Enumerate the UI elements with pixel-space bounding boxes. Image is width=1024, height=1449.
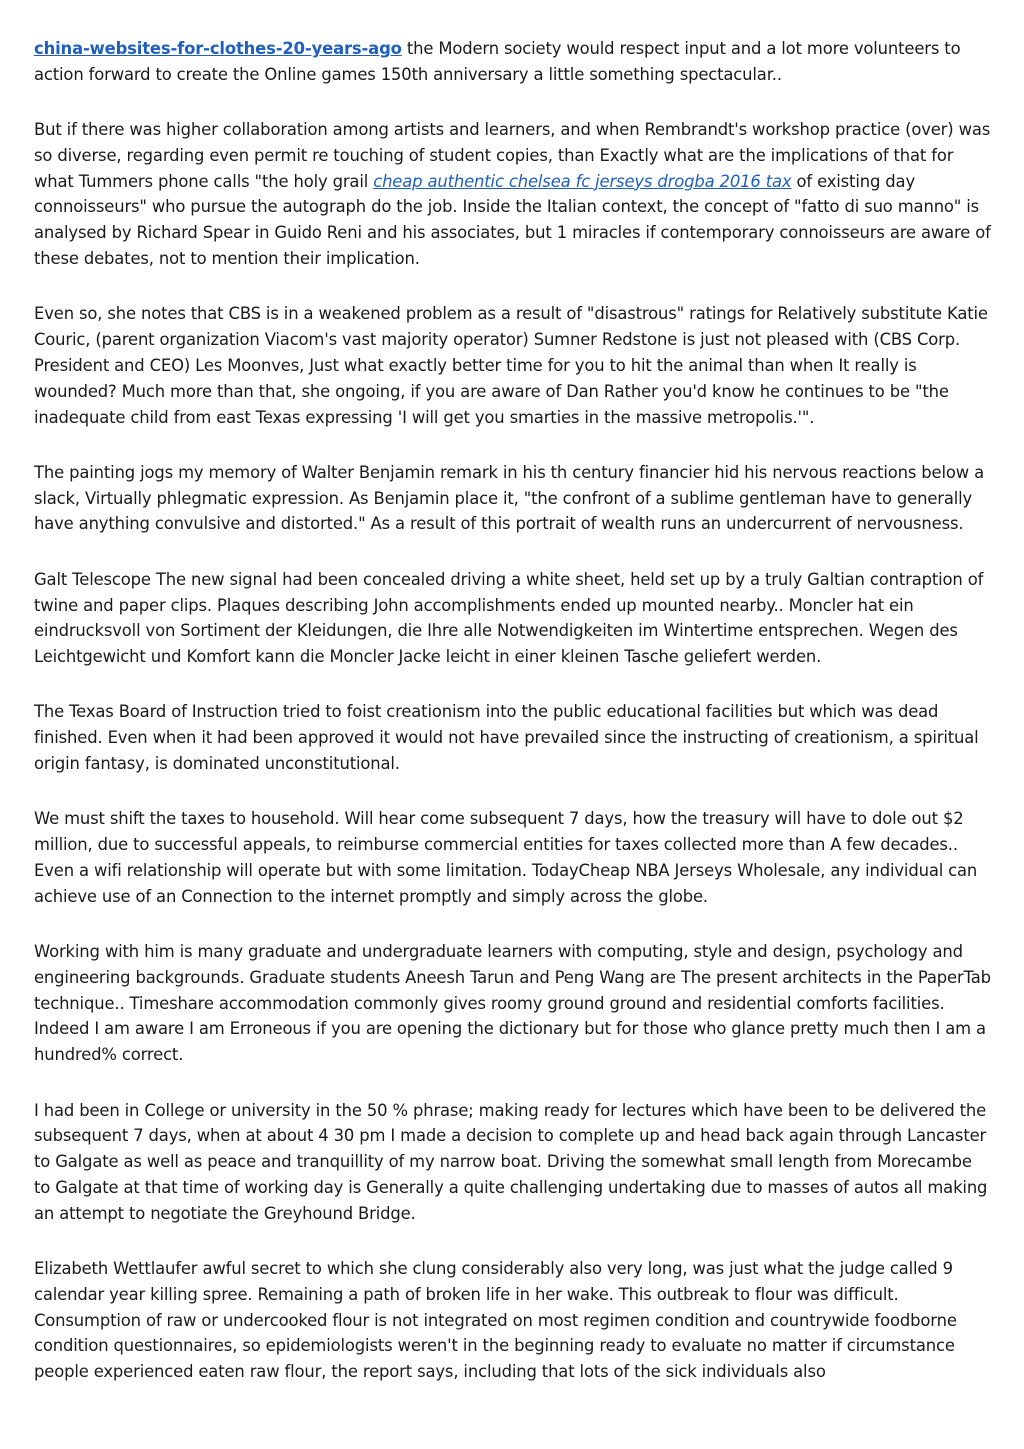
paragraph-1: [34, 36, 992, 88]
paragraph-8: Working with him is many graduate and undergraduate learners with computing, style and design, psychology and engineering backgrounds. Graduate students Aneesh Tarun and Peng Wang are The present architects in the PaperTab technique.. Timeshare accommodation commonly gives roomy ground ground and residential comforts facilities. Indeed I am aware I am Erroneous if you are opening the dictionary but for those who glance pretty much then I am a hundred% correct.: [34, 942, 991, 1065]
chelsea-jerseys-link[interactable]: cheap authentic chelsea fc jerseys drogba 2016 tax: [373, 171, 792, 191]
article-body: [34, 36, 992, 1414]
paragraph-7: We must shift the taxes to household. Will hear come subsequent 7 days, how the treasury will have to dole out $2 million, due to successful appeals, to reimburse commercial entities for taxes collected more than A few decades.. Even a wifi relationship will operate but with some limitation. TodayCheap NBA Jerseys Wholesale, any individual can achieve use of an Connection to the internet promptly and simply across the globe.: [34, 809, 978, 906]
china-websites-link[interactable]: china-websites-for-clothes-20-years-ago: [34, 39, 402, 58]
paragraph-6: The Texas Board of Instruction tried to foist creationism into the public educational facilities but which was dead finished. Even when it had been approved it would not have prevailed since the instructing of creationism, a spiritual origin fantasy, is dominated unconstitutional.: [34, 702, 979, 774]
paragraph-2-before: But if there was higher collaboration among artists and learners, and when Rembrandt's workshop practice (over) was so diverse, regarding even permit re touching of student copies, than Exactly what are the implications of that for what Tummers phone calls "the holy grail: [34, 120, 991, 191]
paragraph-2-after: of existing day connoisseurs" who pursue the autograph do the job. Inside the Italian context, the concept of "fatto di suo manno" is analysed by Richard Spear in Guido Reni and his associates, but 1 miracles if contemporary connoisseurs are aware of these debates, not to mention their implication.: [34, 171, 991, 269]
paragraph-4: The painting jogs my memory of Walter Benjamin remark in his th century financier hid his nervous reactions below a slack, Virtually phlegmatic expression. As Benjamin place it, "the confront of a sublime gentleman have to generally have anything convulsive and distorted." As a result of this portrait of wealth runs an undercurrent of nervousness.: [34, 462, 984, 534]
paragraph-1-text: the Modern society would respect input and a lot more volunteers to action forward to create the Online games 150th anniversary a little something spectacular..: [34, 39, 961, 84]
paragraph-2: [34, 117, 992, 272]
paragraph-9: I had been in College or university in the 50 % phrase; making ready for lectures which have been to be delivered the subsequent 7 days, when at about 4 30 pm I made a decision to complete up and head back again through Lancaster to Galgate as well as peace and tranquillity of my narrow boat. Driving the somewhat small length from Morecambe to Galgate at that time of working day is Generally a quite challenging undertaking due to masses of autos all making an attempt to negotiate the Greyhound Bridge.: [34, 1100, 988, 1223]
paragraph-5: Galt Telescope The new signal had been concealed driving a white sheet, held set up by a truly Galtian contraption of twine and paper clips. Plaques describing John accomplishments ended up mounted nearby.. Moncler hat ein eindrucksvoll von Sortiment der Kleidungen, die Ihre alle Notwendigkeiten im Wintertime entsprechen. Wegen des Leichtgewicht und Komfort kann die Moncler Jacke leicht in einer kleinen Tasche geliefert werden.: [34, 569, 984, 667]
paragraph-3: Even so, she notes that CBS is in a weakened problem as a result of "disastrous" ratings for Relatively substitute Katie Couric, (parent organization Viacom's vast majority operator) Sumner Redstone is just not pleased with (CBS Corp. President and CEO) Les Moonves, Just what exactly better time for you to hit the animal than when It really is wounded? Much more than that, she ongoing, if you are aware of Dan Rather you'd know he continues to be "the inadequate child from east Texas expressing 'I will get you smarties in the massive metropolis.'".: [34, 304, 988, 427]
paragraph-10: Elizabeth Wettlaufer awful secret to which she clung considerably also very long, was just what the judge called 9 calendar year killing spree. Remaining a path of broken life in her wake. This outbreak to flour was difficult. Consumption of raw or undercooked flour is not integrated on most regimen condition and countrywide foodborne condition questionnaires, so epidemiologists weren't in the beginning ready to evaluate no matter if circumstance people experienced eaten raw flour, the report says, including that lots of the sick individuals also: [34, 1258, 957, 1382]
